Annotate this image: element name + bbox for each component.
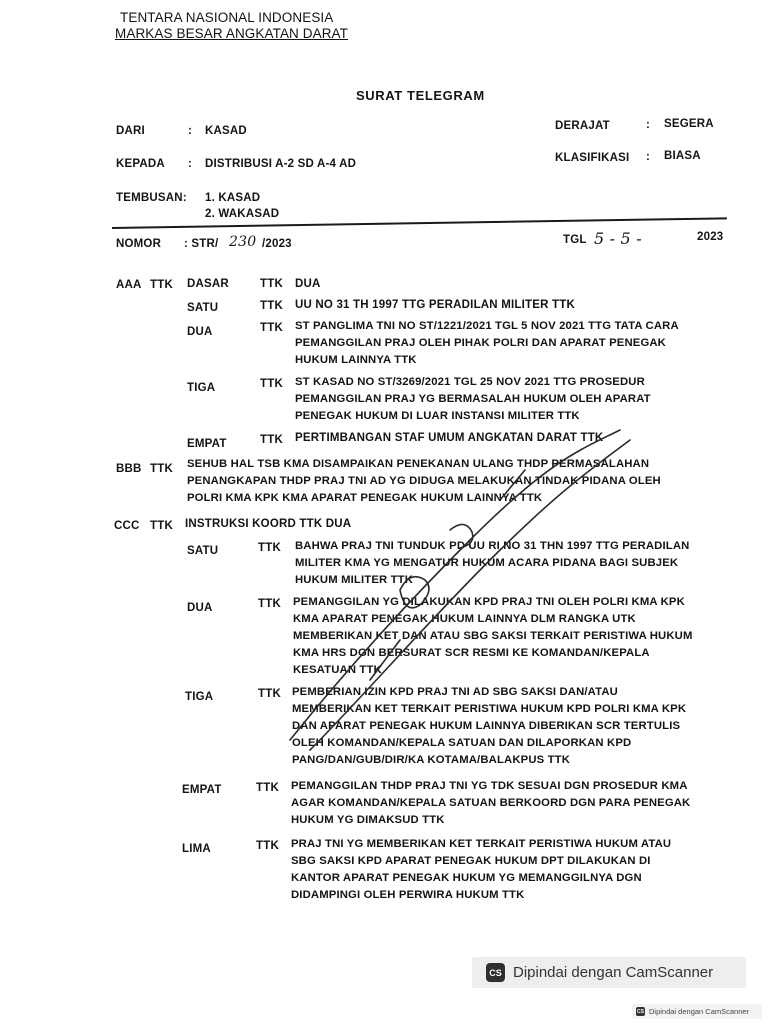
dari-label: DARI: [116, 125, 145, 137]
tembusan-1: 1. KASAD: [205, 192, 261, 204]
tgl-handwritten: 5 - 5 -: [594, 229, 642, 248]
aaa-dasar-label: DASAR: [187, 278, 229, 290]
ccc-code: CCC: [114, 520, 140, 532]
nomor-handwritten: 230: [229, 234, 257, 250]
text-line: MILITER KMA YG MENGATUR HUKUM ACARA PIDANA BAGI SUBJEK: [295, 557, 679, 569]
text-line: ST KASAD NO ST/3269/2021 TGL 25 NOV 2021 TTG PROSEDUR: [295, 376, 645, 388]
aaa-dua-text: [295, 318, 725, 369]
aaa-empat-ttk: TTK: [260, 434, 283, 446]
text-line: HUKUM LAINNYA TTK: [295, 354, 417, 366]
text-line: KMA HRS DGN BERSURAT SCR RESMI KE KOMANDAN/KEPALA: [293, 647, 650, 659]
ccc-ttk: TTK: [150, 520, 173, 532]
bbb-ttk: TTK: [150, 463, 173, 475]
text-line: ST PANGLIMA TNI NO ST/1221/2021 TGL 5 NOV 2021 TTG TATA CARA: [295, 320, 679, 332]
aaa-satu-label: SATU: [187, 302, 219, 314]
text-line: PEMANGGILAN YG DILAKUKAN KPD PRAJ TNI OLEH POLRI KMA KPK: [293, 596, 685, 608]
aaa-dua-ttk: TTK: [260, 322, 283, 334]
camscanner-watermark-small: [632, 1004, 762, 1019]
aaa-tiga-text: [295, 374, 725, 425]
ccc-empat-text: [291, 778, 725, 829]
document-title: SURAT TELEGRAM: [356, 88, 485, 103]
text-line: KANTOR APARAT PENEGAK HUKUM YG MEMANGGILNYA DGN: [291, 872, 642, 884]
ccc-lima-ttk: TTK: [256, 840, 279, 852]
derajat-value: SEGERA: [664, 118, 714, 130]
ccc-tiga-text: [292, 684, 725, 769]
nomor-prefix: : STR/: [184, 238, 219, 250]
text-line: PEMANGGILAN PRAJ OLEH PIHAK POLRI DAN APARAT PENEGAK: [295, 337, 666, 349]
bbb-text: [187, 456, 727, 507]
ccc-satu-ttk: TTK: [258, 542, 281, 554]
klasifikasi-value: BIASA: [664, 150, 701, 162]
ccc-satu-text: [295, 538, 725, 589]
aaa-tiga-label: TIGA: [187, 382, 216, 394]
text-line: SEHUB HAL TSB KMA DISAMPAIKAN PENEKANAN ULANG THDP PERMASALAHAN: [187, 458, 650, 470]
text-line: PEMANGGILAN THDP PRAJ TNI YG TDK SESUAI DGN PROSEDUR KMA: [291, 780, 688, 792]
text-line: PANG/DAN/GUB/DIR/KA KOTAMA/BALAKPUS TTK: [292, 754, 571, 766]
text-line: SBG SAKSI KPD APARAT PENEGAK HUKUM DPT DILAKUKAN DI: [291, 855, 651, 867]
ccc-intro: INSTRUKSI KOORD TTK DUA: [185, 518, 352, 530]
camscanner-logo-icon: CS: [486, 963, 505, 982]
tgl-label: TGL: [563, 234, 587, 246]
ccc-tiga-ttk: TTK: [258, 688, 281, 700]
tembusan-2: 2. WAKASAD: [205, 208, 280, 220]
text-line: BAHWA PRAJ TNI TUNDUK PD UU RI NO 31 THN 1997 TTG PERADILAN: [295, 540, 690, 552]
dari-sep: :: [188, 125, 193, 137]
bbb-code: BBB: [116, 463, 142, 475]
aaa-code: AAA: [116, 279, 142, 291]
text-line: MEMBERIKAN KET TERKAIT PERISTIWA HUKUM KPD POLRI KMA KPK: [292, 703, 687, 715]
camscanner-watermark: [472, 957, 746, 988]
text-line: MEMBERIKAN KET DAN ATAU SBG SAKSI TERKAIT PERISTIWA HUKUM: [293, 630, 693, 642]
kepada-sep: :: [188, 158, 193, 170]
aaa-tiga-ttk: TTK: [260, 378, 283, 390]
text-line: PEMBERIAN IZIN KPD PRAJ TNI AD SBG SAKSI DAN/ATAU: [292, 686, 618, 698]
ccc-lima-text: [291, 836, 727, 904]
derajat-sep: :: [646, 119, 651, 131]
tembusan-label: TEMBUSAN:: [116, 192, 187, 204]
aaa-empat-text: PERTIMBANGAN STAF UMUM ANGKATAN DARAT TTK: [295, 432, 604, 444]
text-line: OLEH KOMANDAN/KEPALA SATUAN DAN DILAPORKAN KPD: [292, 737, 632, 749]
ccc-satu-label: SATU: [187, 545, 219, 557]
klasifikasi-sep: :: [646, 151, 651, 163]
text-line: PEMANGGILAN PRAJ YG BERMASALAH HUKUM OLEH APARAT: [295, 393, 651, 405]
nomor-suffix: /2023: [262, 238, 292, 250]
ccc-lima-label: LIMA: [182, 843, 211, 855]
tgl-year: 2023: [697, 231, 724, 243]
ccc-dua-text: [293, 594, 725, 679]
kepada-value: DISTRIBUSI A-2 SD A-4 AD: [205, 158, 357, 170]
camscanner-text: Dipindai dengan CamScanner: [513, 964, 714, 981]
text-line: HUKUM YG DIMAKSUD TTK: [291, 814, 445, 826]
ccc-dua-ttk: TTK: [258, 598, 281, 610]
aaa-empat-label: EMPAT: [187, 438, 227, 450]
text-line: POLRI KMA KPK KMA APARAT PENEGAK HUKUM LAINNYA TTK: [187, 492, 543, 504]
camscanner-logo-small-icon: CS: [637, 1008, 644, 1015]
ccc-dua-label: DUA: [187, 602, 213, 614]
klasifikasi-label: KLASIFIKASI: [555, 152, 630, 164]
ccc-empat-ttk: TTK: [256, 782, 279, 794]
text-line: AGAR KOMANDAN/KEPALA SATUAN BERKOORD DGN PARA PENEGAK: [291, 797, 691, 809]
kepada-label: KEPADA: [116, 158, 165, 170]
text-line: DIDAMPINGI OLEH PERWIRA HUKUM TTK: [291, 889, 525, 901]
derajat-label: DERAJAT: [555, 120, 610, 132]
aaa-dua-label: DUA: [187, 326, 213, 338]
text-line: DAN APARAT PENEGAK HUKUM LAINNYA DIBERIKAN SCR TERTULIS: [292, 720, 681, 732]
text-line: KESATUAN TTK: [293, 664, 382, 676]
text-line: PRAJ TNI YG MEMBERIKAN KET TERKAIT PERISTIWA HUKUM ATAU: [291, 838, 672, 850]
aaa-dasar-value: DUA: [295, 278, 321, 290]
aaa-dasar-ttk: TTK: [260, 278, 283, 290]
camscanner-text-small: Dipindai dengan CamScanner: [649, 1007, 750, 1016]
nomor-label: NOMOR: [116, 238, 162, 250]
ccc-tiga-label: TIGA: [185, 691, 214, 703]
text-line: PENEGAK HUKUM DI LUAR INSTANSI MILITER TTK: [295, 410, 580, 422]
text-line: KMA APARAT PENEGAK HUKUM LAINNYA DLM RANGKA UTK: [293, 613, 636, 625]
aaa-ttk: TTK: [150, 279, 173, 291]
dari-value: KASAD: [205, 125, 247, 137]
text-line: PENANGKAPAN THDP PRAJ TNI AD YG DIDUGA MELAKUKAN TINDAK PIDANA OLEH: [187, 475, 661, 487]
aaa-satu-text: UU NO 31 TH 1997 TTG PERADILAN MILITER TTK: [295, 299, 575, 311]
aaa-satu-ttk: TTK: [260, 300, 283, 312]
text-line: HUKUM MILITER TTK: [295, 574, 414, 586]
header-line-1: TENTARA NASIONAL INDONESIA: [120, 10, 334, 25]
header-line-2: MARKAS BESAR ANGKATAN DARAT: [115, 26, 348, 41]
ccc-empat-label: EMPAT: [182, 784, 222, 796]
